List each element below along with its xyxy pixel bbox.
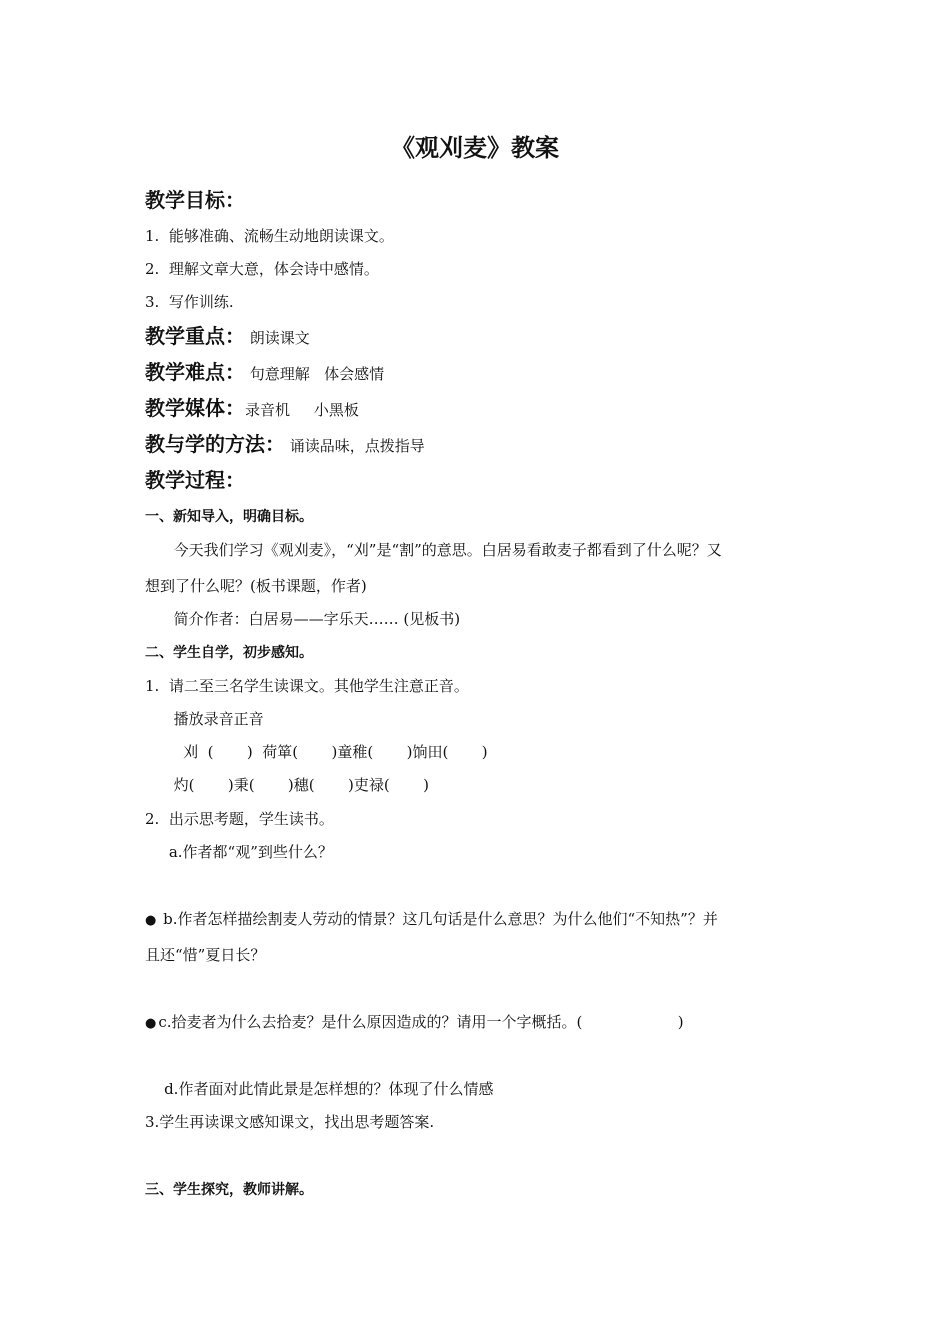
step-1-audio: 播放录音正音: [145, 710, 264, 728]
step-1: 1. 请二至三名学生读课文。其他学生注意正音。: [145, 677, 469, 695]
focus-line: [145, 323, 310, 351]
section-1-paragraph-line-1: 今天我们学习《观刈麦》，“刈”是“割”的意思。白居易看敢麦子都看到了什么呢？又: [145, 541, 722, 559]
step-2: 2. 出示思考题，学生读书。: [145, 810, 334, 828]
objective-item-1: 1. 能够准确、流畅生动地朗读课文。: [145, 227, 394, 245]
question-c: ● c.拾麦者为什么去拾麦？是什么原因造成的？请用一个字概括。( ): [145, 1013, 684, 1031]
focus-label: 教学重点：: [145, 324, 245, 348]
question-b-line-2: 且还“惜”夏日长？: [145, 946, 266, 964]
question-d: d.作者面对此情此景是怎样想的？体现了什么情感: [145, 1080, 494, 1098]
section-1-author-intro: 简介作者：白居易——字乐天…… (见板书): [145, 610, 461, 628]
difficulty-value: 句意理解 体会感情: [245, 365, 385, 383]
section-3-heading: 三、学生探究，教师讲解。: [145, 1182, 313, 1198]
media-line: [145, 395, 359, 423]
step-3: 3.学生再读课文感知课文，找出思考题答案.: [145, 1113, 435, 1131]
pronunciation-row-2: 灼( )秉( )穗( )吏禄( ): [145, 776, 429, 794]
objective-item-3: 3. 写作训练.: [145, 293, 234, 311]
media-label: 教学媒体：: [145, 396, 245, 420]
method-value: 诵读品味，点拨指导: [285, 437, 425, 455]
section-1-paragraph-line-2: 想到了什么呢？(板书课题，作者): [145, 577, 367, 595]
question-a: a.作者都“观”到些什么？: [145, 843, 333, 861]
objective-item-2: 2. 理解文章大意，体会诗中感情。: [145, 260, 379, 278]
focus-value: 朗读课文: [245, 329, 310, 347]
bullet-icon: ●: [145, 913, 157, 928]
method-line: [145, 431, 425, 459]
question-b-line-1: ● b.作者怎样描绘割麦人劳动的情景？这几句话是什么意思？为什么他们“不知热”？并: [145, 910, 718, 928]
method-label: 教与学的方法：: [145, 432, 285, 456]
section-1-heading: 一、新知导入，明确目标。: [145, 509, 313, 525]
difficulty-label: 教学难点：: [145, 360, 245, 384]
page-title: 《观刈麦》教案: [391, 134, 559, 162]
objectives-heading: 教学目标：: [145, 188, 245, 212]
process-heading: 教学过程：: [145, 468, 245, 492]
difficulty-line: [145, 359, 384, 387]
media-value: 录音机 小黑板: [245, 401, 359, 419]
pronunciation-row-1: 刈 ( ) 荷箪( )童稚( )饷田( ): [145, 743, 488, 761]
bullet-icon: ●: [145, 1016, 157, 1031]
section-2-heading: 二、学生自学，初步感知。: [145, 645, 313, 661]
